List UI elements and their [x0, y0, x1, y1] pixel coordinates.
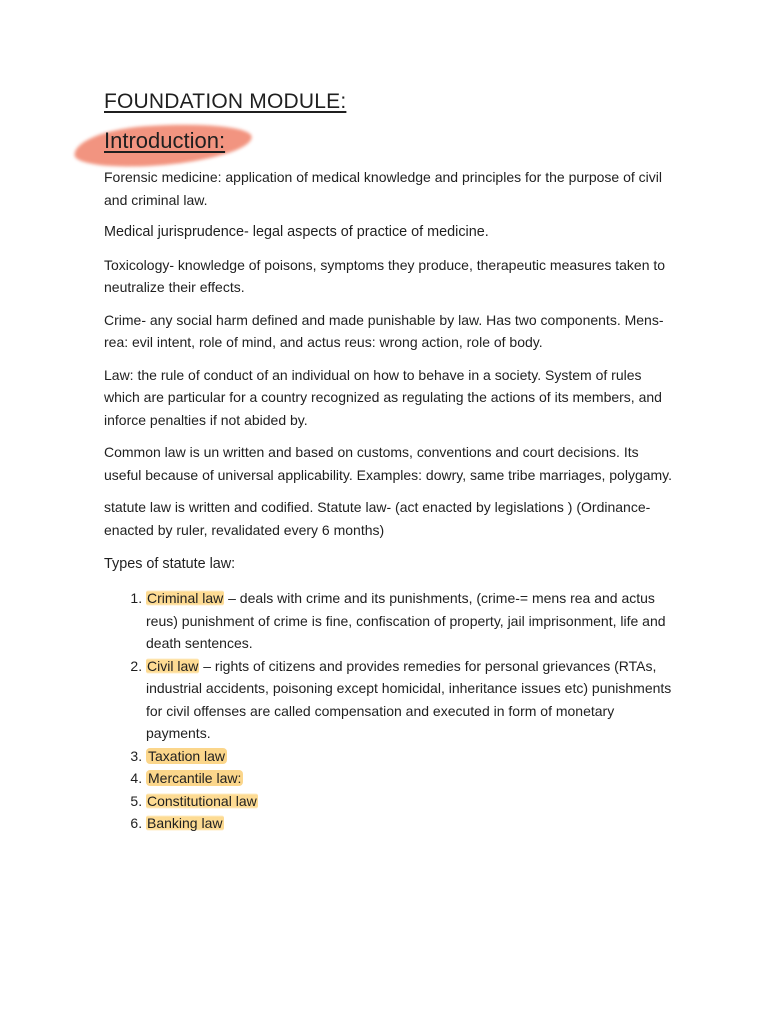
- section-title-container: [104, 128, 225, 154]
- list-item: [146, 745, 674, 768]
- paragraph-crime: Crime- any social harm defined and made punishable by law. Has two components. Mens-rea: evil intent, role of mind, and actus reus: wrong action, role of body.: [104, 311, 664, 350]
- paragraph-common-law: Common law is un written and based on customs, conventions and court decisions. Its useful because of universal applicability. Examples: dowry, same tribe marriages, polygamy.: [104, 444, 673, 483]
- paragraph-statute-law: statute law is written and codified. Statute law- (act enacted by legislations ) (Ordinance- enacted by ruler, revalidated every 6 months): [104, 499, 651, 538]
- types-heading: Types of statute law:: [104, 556, 236, 572]
- list-item: [146, 587, 674, 655]
- paragraph-law: Law: the rule of conduct of an individual on how to behave in a society. System of rules which are particular for a country recognized as regulating the actions of its members, and inforce penalties if not abided by.: [104, 366, 662, 428]
- highlighted-term: Taxation law: [148, 747, 226, 764]
- main-title: FOUNDATION MODULE:: [104, 90, 347, 113]
- list-item: [146, 767, 674, 790]
- list-item-text: – rights of citizens and provides remedies for personal grievances (RTAs, industrial accidents, poisoning except homicidal, inheritance issues etc) punishments for civil offenses are called compensation and executed in form of monetary payments.: [146, 657, 672, 741]
- paragraph-forensic-medicine: Forensic medicine: application of medical knowledge and principles for the purpose of civil and criminal law.: [104, 169, 662, 208]
- highlighted-term: Constitutional law: [147, 792, 257, 809]
- list-item: [146, 655, 674, 745]
- highlighted-term: Criminal law: [147, 590, 224, 606]
- highlighted-term: Mercantile law:: [148, 770, 242, 786]
- highlighted-term: Civil law: [147, 657, 199, 674]
- list-item: [146, 812, 674, 835]
- highlighted-term: Banking law: [147, 815, 223, 831]
- paragraph-medical-jurisprudence: Medical jurisprudence- legal aspects of practice of medicine.: [104, 224, 489, 240]
- document-content: [104, 90, 674, 835]
- section-title: Introduction:: [104, 128, 226, 153]
- paragraph-toxicology: Toxicology- knowledge of poisons, symptoms they produce, therapeutic measures taken to neutralize their effects.: [104, 256, 666, 295]
- list-item: [146, 790, 674, 813]
- statute-law-types-list: [104, 587, 674, 835]
- list-item-text: – deals with crime and its punishments, (crime-= mens rea and actus reus) punishment of crime is fine, confiscation of property, jail imprisonment, life and death sentences.: [146, 590, 666, 651]
